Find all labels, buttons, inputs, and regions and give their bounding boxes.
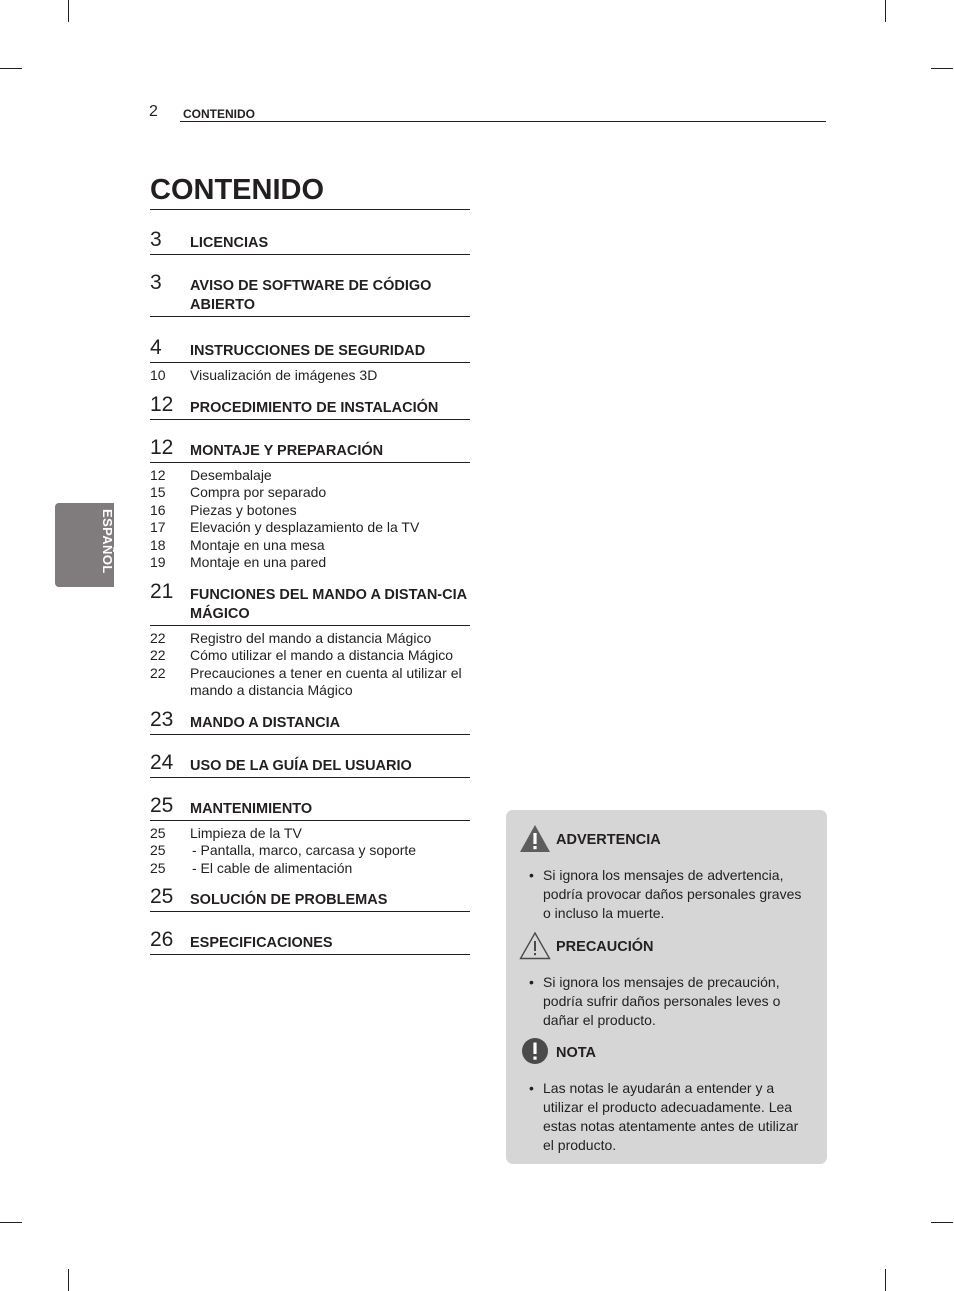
toc-section-page: 4 — [150, 336, 162, 359]
toc-subentry-title: Visualización de imágenes 3D — [190, 367, 378, 383]
note-title: PRECAUCIÓN — [556, 939, 654, 955]
toc-subentry[interactable] — [150, 647, 470, 665]
note-item: • Si ignora los mensajes de precaución, podría sufrir daños personales leves o dañar el producto. — [529, 974, 781, 1028]
note-circle-icon — [519, 1037, 551, 1066]
toc-section[interactable] — [150, 926, 470, 955]
toc-subentry[interactable] — [150, 484, 470, 502]
header-rule — [180, 121, 826, 122]
toc-section[interactable] — [150, 334, 470, 363]
crop-mark — [68, 1269, 69, 1291]
toc-section-page: 25 — [150, 885, 174, 908]
toc-subentry-page: 18 — [150, 536, 166, 553]
toc-section-title: ESPECIFICACIONES — [190, 935, 333, 951]
toc-section-title: USO DE LA GUÍA DEL USUARIO — [190, 757, 412, 774]
language-tab — [55, 503, 114, 587]
toc-subentry-title: Limpieza de la TV — [190, 824, 302, 841]
toc-subentry-title: Piezas y botones — [190, 501, 297, 518]
toc-subentry-title: Precauciones a tener en cuenta al utilizar el mando a distancia Mágico — [190, 664, 462, 698]
note-item: • Si ignora los mensajes de advertencia, podría provocar daños personales graves o incluso la muerte. — [529, 867, 802, 921]
toc-section-title: LICENCIAS — [190, 235, 269, 251]
toc-subentry-title: Compra por separado — [190, 484, 327, 500]
note-item: • Las notas le ayudarán a entender y a utilizar el producto adecuadamente. Lea estas notas atentamente antes de utilizar el producto. — [529, 1080, 799, 1153]
note-caution — [506, 931, 827, 1030]
toc-section[interactable] — [150, 792, 470, 821]
toc-subentry[interactable] — [150, 825, 470, 843]
toc-section[interactable] — [150, 391, 470, 420]
toc-section-page: 25 — [150, 793, 174, 817]
toc-section[interactable] — [150, 434, 470, 463]
toc-subentry-page: 25 — [150, 859, 166, 876]
toc-subentry-page: 10 — [150, 367, 166, 383]
toc-section-page: 26 — [150, 928, 174, 951]
toc-subentry[interactable] — [150, 630, 470, 648]
caution-outline-icon — [519, 931, 551, 960]
crop-mark — [0, 68, 22, 69]
note-title: NOTA — [556, 1045, 597, 1061]
toc-section-page: 24 — [150, 750, 174, 774]
toc-subentry[interactable] — [150, 860, 470, 878]
toc-subentry-title: - El cable de alimentación — [192, 859, 353, 876]
toc-section-title: MANTENIMIENTO — [190, 800, 313, 817]
toc-section-page: 3 — [150, 228, 162, 251]
note-text: Si ignora los mensajes de advertencia, podría provocar daños personales graves o incluso la muerte. — [543, 867, 802, 921]
note-text: Las notas le ayudarán a entender y a utilizar el producto adecuadamente. Lea estas notas atentamente antes de utilizar el producto. — [543, 1080, 799, 1153]
crop-mark — [68, 0, 69, 22]
toc-subentry[interactable] — [150, 554, 470, 572]
toc-section[interactable] — [150, 706, 470, 735]
toc-section-title: PROCEDIMIENTO DE INSTALACIÓN — [190, 399, 439, 416]
toc-section[interactable] — [150, 226, 470, 255]
toc-subentry-title: Montaje en una mesa — [190, 536, 325, 553]
page-title: CONTENIDO — [150, 174, 324, 206]
toc-subentry[interactable] — [150, 842, 470, 860]
toc-section[interactable] — [150, 883, 470, 912]
note-warning — [506, 824, 827, 923]
toc-section-page: 12 — [150, 392, 174, 416]
toc-section-page: 21 — [150, 579, 174, 603]
toc-section-title: MONTAJE Y PREPARACIÓN — [190, 442, 384, 459]
toc-subentry[interactable] — [150, 665, 470, 700]
toc-subentry[interactable] — [150, 467, 470, 485]
notes-box — [506, 810, 827, 1164]
toc-subentry[interactable] — [150, 519, 470, 537]
toc-subentry-page: 16 — [150, 501, 166, 518]
toc-subentry-title: - Pantalla, marco, carcasa y soporte — [192, 842, 417, 858]
toc-subentry-page: 15 — [150, 484, 166, 500]
toc-subentry[interactable] — [150, 367, 470, 385]
running-header: CONTENIDO — [183, 107, 255, 121]
toc-section[interactable] — [150, 749, 470, 778]
toc-subentry-page: 17 — [150, 519, 166, 535]
warning-filled-icon — [519, 824, 551, 853]
crop-mark — [885, 1269, 886, 1291]
crop-mark — [885, 0, 886, 22]
toc-subentry-page: 25 — [150, 842, 166, 858]
toc-subentry[interactable] — [150, 537, 470, 555]
page-number: 2 — [149, 103, 158, 120]
toc-subentry-page: 22 — [150, 664, 166, 681]
toc-section[interactable] — [150, 578, 470, 626]
toc-subentry-page: 19 — [150, 554, 166, 570]
crop-mark — [0, 1222, 22, 1223]
toc-section-page: 12 — [150, 435, 174, 459]
toc-subentry[interactable] — [150, 502, 470, 520]
table-of-contents — [150, 226, 470, 955]
toc-section-title: MANDO A DISTANCIA — [190, 714, 341, 731]
toc-section-page: 23 — [150, 707, 174, 731]
toc-section-title: INSTRUCCIONES DE SEGURIDAD — [190, 343, 426, 359]
toc-section-page: 3 — [150, 271, 162, 294]
note-info — [506, 1037, 827, 1155]
crop-mark — [931, 1222, 953, 1223]
toc-section[interactable] — [150, 269, 470, 317]
language-tab-label: ESPAÑOL — [100, 509, 115, 574]
title-rule — [150, 209, 470, 210]
toc-subentry-title: Montaje en una pared — [190, 554, 327, 570]
toc-subentry-page: 22 — [150, 629, 166, 646]
toc-subentry-page: 25 — [150, 824, 166, 841]
toc-subentry-title: Elevación y desplazamiento de la TV — [190, 519, 420, 535]
toc-section-title: FUNCIONES DEL MANDO A DISTAN-CIA MÁGICO — [190, 586, 467, 622]
toc-subentry-title: Registro del mando a distancia Mágico — [190, 629, 432, 646]
toc-subentry-page: 12 — [150, 466, 166, 483]
toc-subentry-page: 22 — [150, 647, 166, 663]
crop-mark — [931, 68, 953, 69]
toc-subentry-title: Desembalaje — [190, 466, 272, 483]
note-title: ADVERTENCIA — [556, 832, 661, 848]
toc-section-title: AVISO DE SOFTWARE DE CÓDIGO ABIERTO — [190, 278, 432, 313]
note-text: Si ignora los mensajes de precaución, podría sufrir daños personales leves o dañar el producto. — [543, 974, 781, 1028]
toc-section-title: SOLUCIÓN DE PROBLEMAS — [190, 892, 388, 908]
toc-subentry-title: Cómo utilizar el mando a distancia Mágico — [190, 647, 454, 663]
